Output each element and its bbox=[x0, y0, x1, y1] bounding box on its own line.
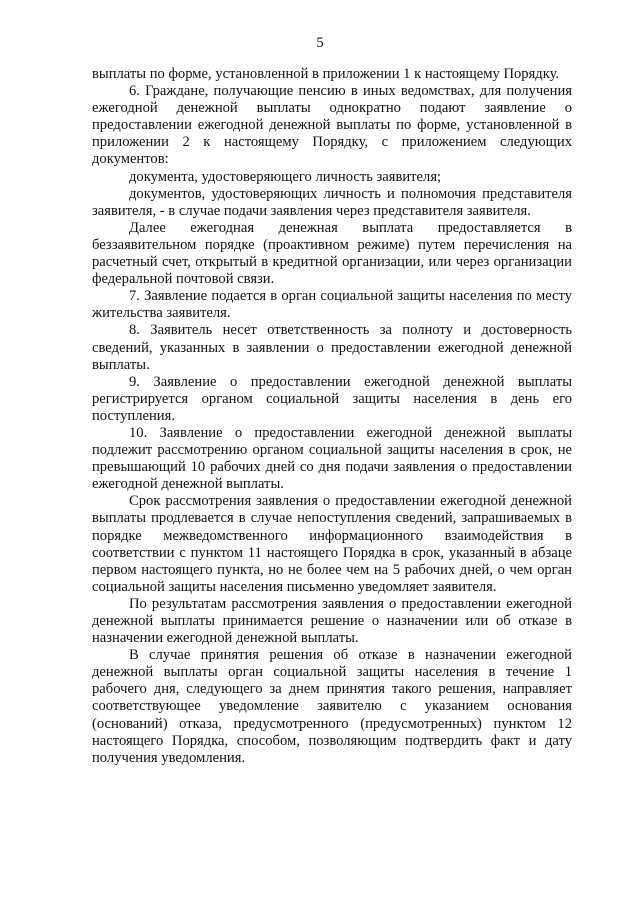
paragraph: Далее ежегодная денежная выплата предоставляется в беззаявительном порядке (проактивном режиме) путем перечисления на расчетный счет, открытый в кредитной организации, или через организации федеральной почтовой связи. bbox=[92, 219, 572, 288]
paragraph: 6. Граждане, получающие пенсию в иных ведомствах, для получения ежегодной денежной выплаты однократно подают заявление о предоставлении ежегодной денежной выплаты по форме, установленной в приложении 2 к настоящему Порядку, с приложением следующих документов: bbox=[92, 83, 572, 168]
paragraph: 10. Заявление о предоставлении ежегодной денежной выплаты подлежит рассмотрению органом социальной защиты населения в срок, не превышающий 10 рабочих дней со дня подачи заявления о предоставлении ежегодной денежной выплаты. bbox=[92, 424, 572, 493]
paragraph: Срок рассмотрения заявления о предоставлении ежегодной денежной выплаты продлевается в случае непоступления сведений, запрашиваемых в порядке межведомственного информационного взаимодействия в соответствии с пунктом 11 настоящего Порядка в срок, указанный в абзаце первом настоящего пункта, но не более чем на 5 рабочих дней, о чем орган социальной защиты населения письменно уведомляет заявителя. bbox=[92, 493, 572, 595]
paragraph: 7. Заявление подается в орган социальной защиты населения по месту жительства заявителя. bbox=[92, 288, 572, 322]
paragraph: В случае принятия решения об отказе в назначении ежегодной денежной выплаты орган социальной защиты населения в течение 1 рабочего дня, следующего за днем принятия такого решения, направляет соответствующее уведомление заявителю с указанием основания (оснований) отказа, предусмотренного (предусмотренных) пунктом 12 настоящего Порядка, способом, позволяющим подтвердить факт и дату получения уведомления. bbox=[92, 647, 572, 766]
paragraph: выплаты по форме, установленной в приложении 1 к настоящему Порядку. bbox=[92, 66, 560, 82]
paragraph: документов, удостоверяющих личность и полномочия представителя заявителя, - в случае подачи заявления через представителя заявителя. bbox=[92, 185, 572, 219]
paragraph: По результатам рассмотрения заявления о предоставлении ежегодной денежной выплаты принимается решение о назначении или об отказе в назначении ежегодной денежной выплаты. bbox=[92, 595, 572, 647]
document-body bbox=[92, 66, 572, 767]
paragraph: 9. Заявление о предоставлении ежегодной денежной выплаты регистрируется органом социальной защиты населения в день его поступления. bbox=[92, 373, 572, 424]
paragraph: 8. Заявитель несет ответственность за полноту и достоверность сведений, указанных в заявлении о предоставлении ежегодной денежной выплаты. bbox=[92, 322, 572, 373]
page-number: 5 bbox=[316, 35, 324, 51]
paragraph: документа, удостоверяющего личность заявителя; bbox=[129, 168, 442, 185]
